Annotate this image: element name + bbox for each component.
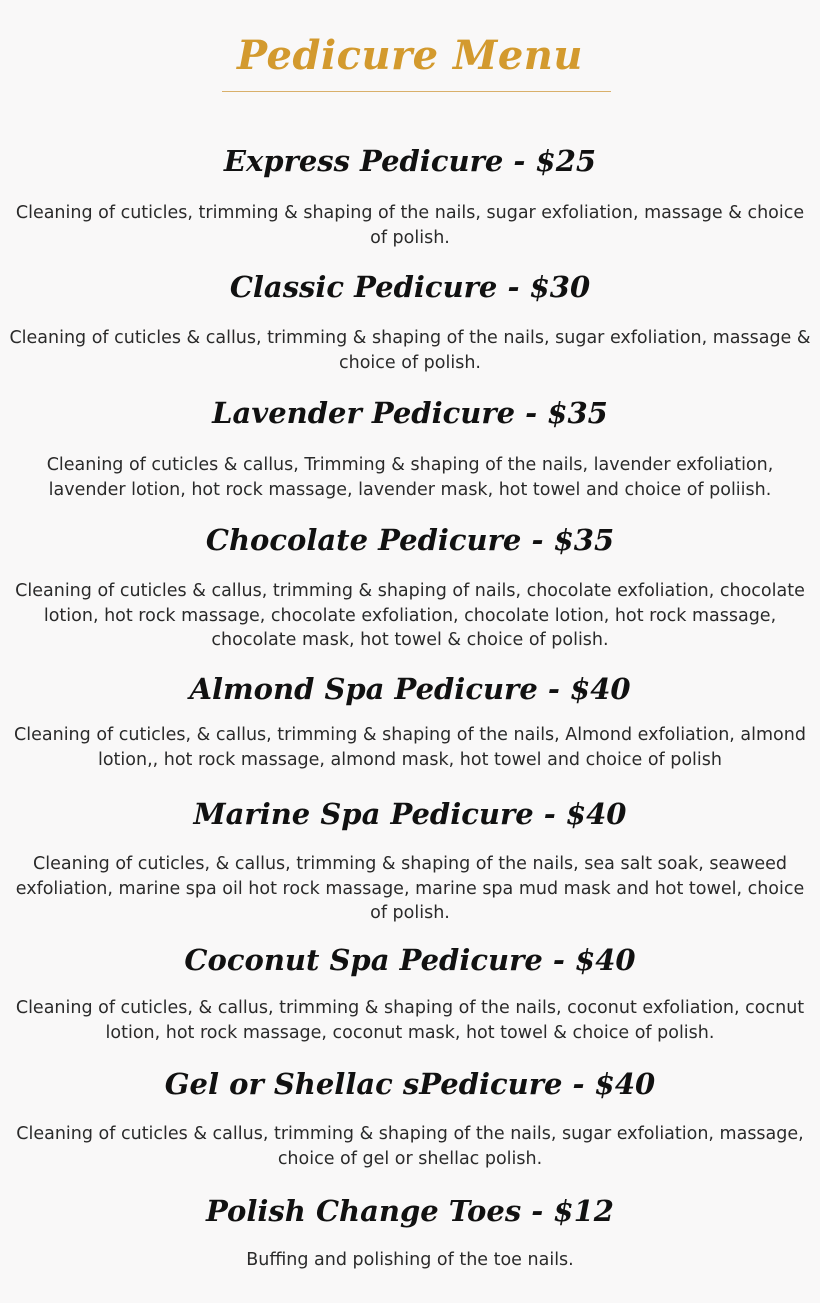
item-name-lavender: Lavender Pedicure - $35 — [212, 396, 608, 430]
item-description-classic: Cleaning of cuticles & callus, trimming & shaping of the nails, sugar exfoliation, massage & choice of polish. — [9, 328, 811, 373]
item-name-classic: Classic Pedicure - $30 — [229, 270, 591, 304]
item-name-gel-shellac: Gel or Shellac sPedicure - $40 — [164, 1067, 656, 1101]
item-name-chocolate: Chocolate Pedicure - $35 — [205, 523, 615, 557]
title-underline — [222, 91, 611, 92]
item-description-chocolate: Cleaning of cuticles & callus, trimming & shaping of nails, chocolate exfoliation, chocolate lotion, hot rock massage, chocolate exfoliation, chocolate lotion, hot rock massage, chocolate mask, hot towel & choice of polish. — [15, 581, 805, 650]
item-name-marine: Marine Spa Pedicure - $40 — [193, 797, 627, 831]
item-name-polish-change: Polish Change Toes - $12 — [206, 1194, 614, 1228]
item-description-marine: Cleaning of cuticles, & callus, trimming & shaping of the nails, sea salt soak, seaweed exfoliation, marine spa oil hot rock massage, marine spa mud mask and hot towel, choice of polish. — [15, 854, 805, 923]
item-name-express: Express Pedicure - $25 — [223, 144, 597, 178]
item-name-coconut: Coconut Spa Pedicure - $40 — [184, 943, 636, 977]
item-description-express: Cleaning of cuticles, trimming & shaping of the nails, sugar exfoliation, massage & choice of polish. — [15, 203, 805, 248]
item-description-polish-change: Buffing and polishing of the toe nails. — [246, 1250, 574, 1270]
item-description-lavender: Cleaning of cuticles & callus, Trimming & shaping of the nails, lavender exfoliation, lavender lotion, hot rock massage, lavender mask, hot towel and choice of poliish. — [46, 455, 774, 500]
item-description-gel-shellac: Cleaning of cuticles & callus, trimming & shaping of the nails, sugar exfoliation, massage, choice of gel or shellac polish. — [16, 1124, 804, 1169]
menu-title: Pedicure Menu — [237, 32, 583, 79]
item-description-coconut: Cleaning of cuticles, & callus, trimming & shaping of the nails, coconut exfoliation, cocnut lotion, hot rock massage, coconut mask, hot towel & choice of polish. — [15, 998, 805, 1043]
item-name-almond: Almond Spa Pedicure - $40 — [189, 672, 631, 706]
item-description-almond: Cleaning of cuticles, & callus, trimming & shaping of the nails, Almond exfoliation, almond lotion,, hot rock massage, almond mask, hot towel and choice of polish — [14, 725, 806, 770]
